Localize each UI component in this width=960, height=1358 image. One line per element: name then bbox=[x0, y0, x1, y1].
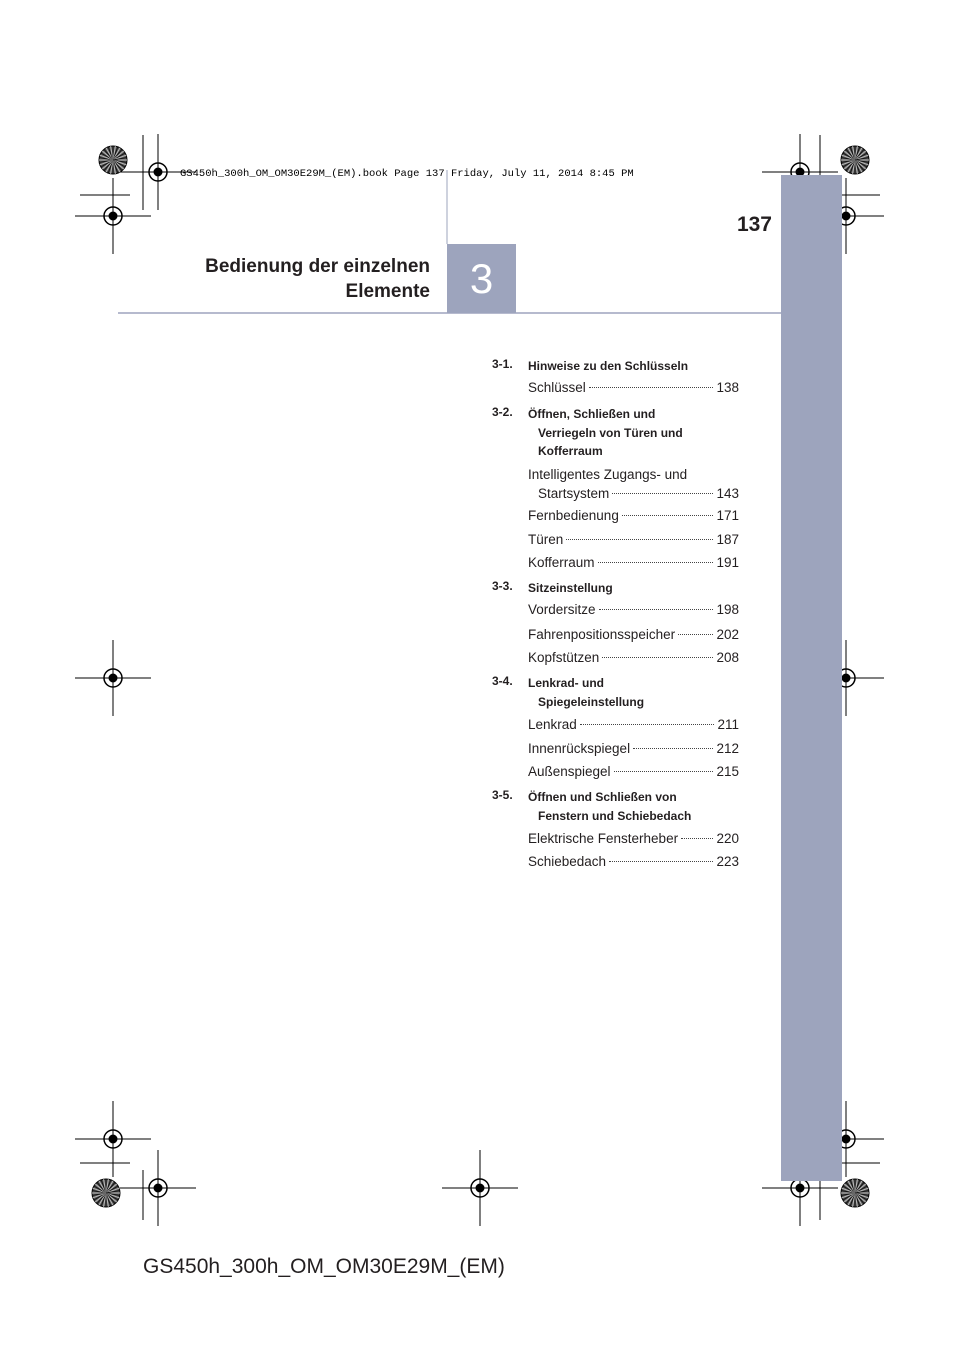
toc-entry-page: 208 bbox=[716, 650, 739, 665]
dot-leader bbox=[589, 387, 714, 388]
toc-section-title bbox=[528, 788, 758, 825]
chapter-title-line1: Bedienung der einzelnen bbox=[205, 256, 430, 277]
toc-entry[interactable] bbox=[528, 554, 739, 573]
toc-entry-label: Intelligentes Zugangs- und bbox=[528, 467, 688, 482]
toc-section-title bbox=[528, 674, 758, 711]
toc-entry[interactable] bbox=[528, 716, 739, 735]
dot-leader bbox=[622, 515, 714, 516]
toc-section-title-line: Spiegeleinstellung bbox=[538, 694, 645, 709]
toc-entry-page: 191 bbox=[716, 555, 739, 570]
toc-entry[interactable] bbox=[528, 830, 739, 849]
toc-entry-page: 187 bbox=[716, 532, 739, 547]
dot-leader bbox=[602, 657, 713, 658]
toc-entry-label: Elektrische Fensterheber bbox=[528, 831, 679, 846]
dot-leader bbox=[681, 838, 713, 839]
toc-entry-label: Innenrückspiegel bbox=[528, 741, 631, 756]
toc-entry-page: 220 bbox=[716, 831, 739, 846]
toc-entry-label: Vordersitze bbox=[528, 602, 596, 617]
toc-entry-page: 202 bbox=[716, 627, 739, 642]
dot-leader bbox=[580, 724, 715, 725]
toc-entry-page: 212 bbox=[716, 741, 739, 756]
toc-entry[interactable] bbox=[528, 466, 739, 503]
toc-section-title bbox=[528, 405, 758, 461]
toc-entry[interactable] bbox=[528, 507, 739, 526]
toc-section-title-line: Öffnen und Schließen von bbox=[528, 790, 677, 804]
toc-entry[interactable] bbox=[528, 379, 739, 398]
dot-leader bbox=[633, 748, 713, 749]
toc-section-number: 3-4. bbox=[492, 674, 513, 688]
dot-leader bbox=[599, 609, 714, 610]
toc-entry-label: Lenkrad bbox=[528, 717, 577, 732]
toc-entry-label: Schlüssel bbox=[528, 380, 586, 395]
book-info-line: GS450h_300h_OM_OM30E29M_(EM).book Page 137 Friday, July 11, 2014 8:45 PM bbox=[180, 168, 634, 180]
toc-entry[interactable] bbox=[528, 763, 739, 782]
toc-entry-page: 198 bbox=[716, 602, 739, 617]
toc-entry-label: Türen bbox=[528, 532, 564, 547]
toc-section-number: 3-1. bbox=[492, 357, 513, 371]
dot-leader bbox=[612, 493, 713, 494]
toc-entry-page: 211 bbox=[717, 717, 739, 732]
toc-section-title-line: Kofferraum bbox=[538, 444, 603, 458]
toc-entry[interactable] bbox=[528, 601, 739, 620]
toc-entry[interactable] bbox=[528, 649, 739, 668]
toc-entry-label: Fahrenpositionsspeicher bbox=[528, 627, 676, 642]
dot-leader bbox=[678, 634, 713, 635]
toc-entry-label: Außenspiegel bbox=[528, 764, 611, 779]
toc-entry-label: Fernbedienung bbox=[528, 508, 619, 523]
toc-section-title-line: Hinweise zu den Schlüsseln bbox=[528, 359, 689, 373]
toc-section-number: 3-3. bbox=[492, 579, 513, 593]
toc-entry[interactable] bbox=[528, 740, 739, 759]
toc-entry-page: 215 bbox=[716, 764, 739, 779]
dot-leader bbox=[566, 539, 713, 540]
page-number: 137 bbox=[736, 213, 772, 236]
toc-entry-page: 223 bbox=[716, 854, 739, 869]
toc-section-title bbox=[528, 579, 758, 598]
footer-code: GS450h_300h_OM_OM30E29M_(EM) bbox=[143, 1255, 505, 1278]
toc-entry-label: Kopfstützen bbox=[528, 650, 600, 665]
toc-section-number: 3-2. bbox=[492, 405, 513, 419]
toc-entry-label: Startsystem bbox=[538, 485, 610, 501]
toc-entry-page: 171 bbox=[716, 508, 739, 523]
toc-section-title-line: Fenstern und Schiebedach bbox=[538, 808, 692, 823]
toc-section-title-line: Sitzeinstellung bbox=[528, 581, 613, 595]
toc-entry-page: 138 bbox=[716, 380, 739, 395]
toc-section-number: 3-5. bbox=[492, 788, 513, 802]
toc-section-title-line: Öffnen, Schließen und bbox=[528, 407, 656, 421]
toc-entry[interactable] bbox=[528, 531, 739, 550]
toc-entry[interactable] bbox=[528, 853, 739, 872]
toc-section-title-line: Verriegeln von Türen und bbox=[538, 425, 683, 440]
toc-entry-page: 143 bbox=[716, 485, 739, 501]
dot-leader bbox=[609, 861, 713, 862]
dot-leader bbox=[598, 562, 714, 563]
dot-leader bbox=[614, 771, 714, 772]
toc-entry-label: Kofferraum bbox=[528, 555, 595, 570]
toc-entry[interactable] bbox=[528, 626, 739, 645]
toc-section-title-line: Lenkrad- und bbox=[528, 676, 605, 690]
toc-section-title bbox=[528, 357, 758, 376]
chapter-number: 3 bbox=[447, 244, 516, 313]
toc-entry-label: Schiebedach bbox=[528, 854, 607, 869]
chapter-title-line2: Elemente bbox=[345, 281, 430, 302]
